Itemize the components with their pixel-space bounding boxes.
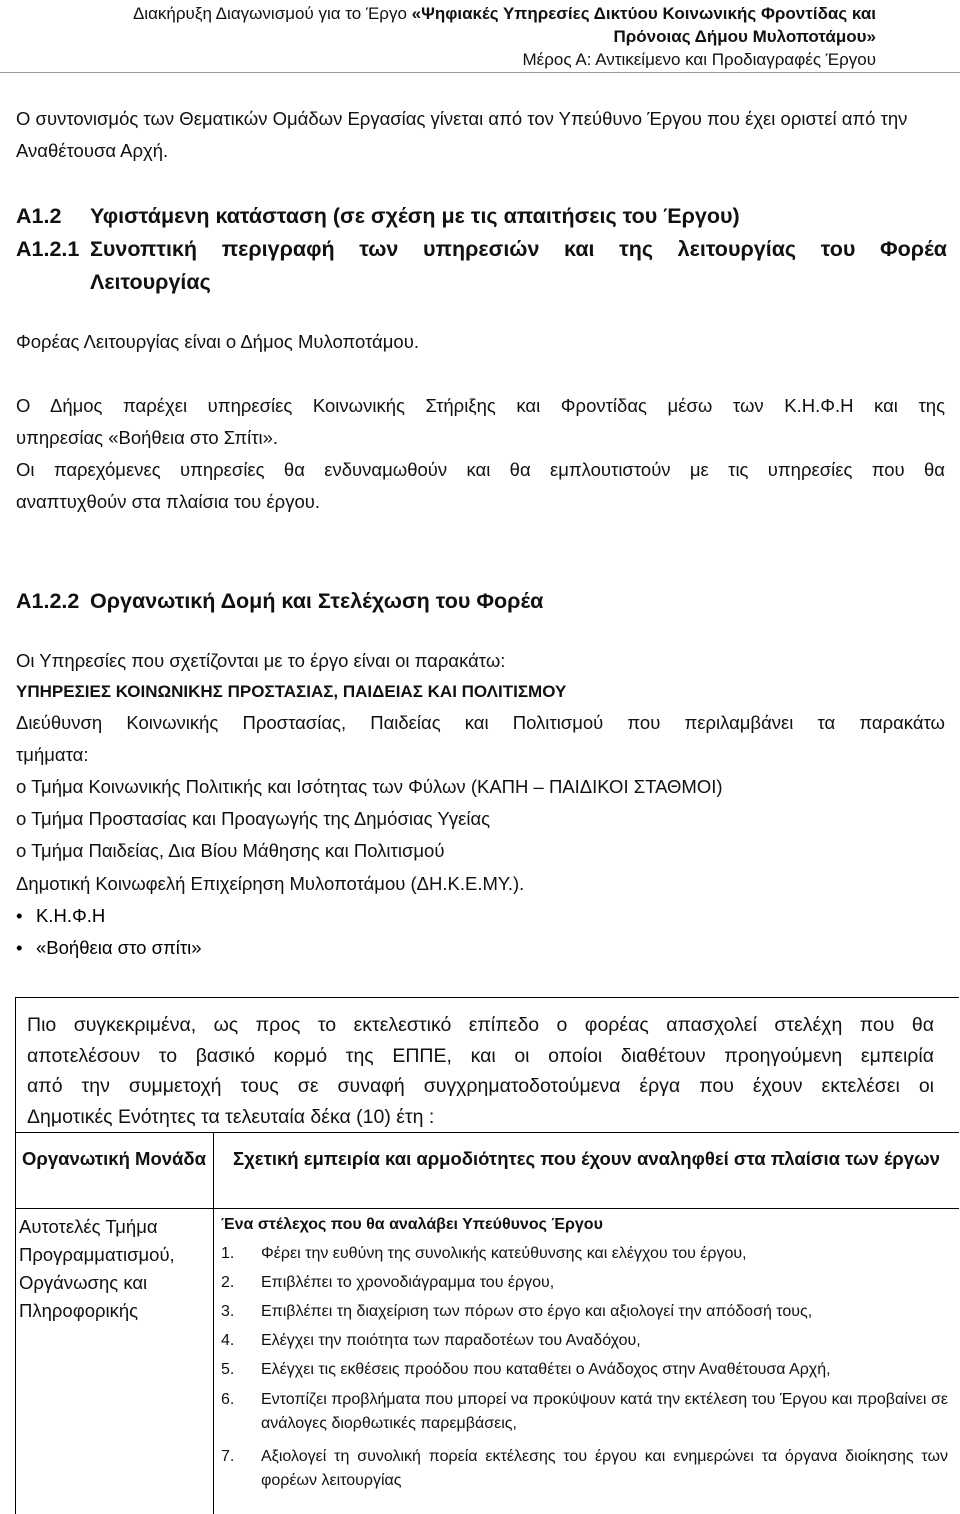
header-prefix: Διακήρυξη Διαγωνισμού για το Έργο — [132, 4, 412, 23]
header-project-title-cont: Πρόνοιας Δήμου Μυλοποτάμου» — [613, 27, 876, 46]
table-header-unit: Οργανωτική Μονάδα — [21, 1148, 206, 1169]
header-line-2 — [614, 25, 877, 48]
duty-item — [221, 1388, 948, 1436]
bullet-icon: • — [16, 937, 23, 958]
duty-number: 7. — [221, 1448, 235, 1465]
section-heading-a12 — [16, 199, 740, 233]
services-paragraph-line2: υπηρεσίας «Βοήθεια στο Σπίτι». — [16, 427, 279, 448]
duty-item — [221, 1271, 948, 1295]
duty-item — [221, 1242, 948, 1266]
section-title: Υφιστάμενη κατάσταση (σε σχέση με τις απαιτήσεις του Έργου) — [90, 204, 740, 228]
header-line-1 — [133, 2, 876, 25]
duty-text: Επιβλέπει τη διαχείριση των πόρων στο έργο και αξιολογεί την απόδοσή τους, — [261, 1303, 813, 1320]
duty-item — [221, 1300, 948, 1324]
duty-text: Φέρει την ευθύνη της συνολικής κατεύθυνσης και ελέγχου του έργου, — [261, 1245, 747, 1262]
department-1: ο Τμήμα Κοινωνικής Πολιτικής και Ισότητας των Φύλων (ΚΑΠΗ – ΠΑΙΔΙΚΟΙ ΣΤΑΘΜΟΙ) — [16, 776, 723, 797]
duty-text: Εντοπίζει προβλήματα που μπορεί να προκύψουν κατά την εκτέλεση του Έργου και προβαίνει σε ανάλογες διορθωτικές παρεμβάσεις, — [261, 1391, 948, 1432]
services-bold-heading: ΥΠΗΡΕΣΙΕΣ ΚΟΙΝΩΝΙΚΗΣ ΠΡΟΣΤΑΣΙΑΣ, ΠΑΙΔΕΙΑΣ ΚΑΙ ΠΟΛΙΤΙΣΜΟΥ — [16, 682, 567, 701]
services-intro: Οι Υπηρεσίες που σχετίζονται με το έργο είναι οι παρακάτω: — [16, 650, 506, 671]
department-3: ο Τμήμα Παιδείας, Δια Βίου Μάθησης και Πολιτισμού — [16, 840, 445, 861]
duty-number: 3. — [221, 1303, 235, 1320]
duty-text: Ελέγχει τις εκθέσεις προόδου που καταθέτει ο Ανάδοχος στην Αναθέτουσα Αρχή, — [261, 1361, 831, 1378]
directorate-line2: τμήματα: — [16, 744, 89, 765]
section-number: Α1.2.1 — [16, 237, 80, 261]
duty-number: 5. — [221, 1361, 235, 1378]
duty-text: Ελέγχει την ποιότητα των παραδοτέων του Αναδόχου, — [261, 1332, 641, 1349]
box-text-line: Δημοτικές Ενότητες τα τελευταία δέκα (10) έτη : — [27, 1106, 435, 1128]
section-heading-a121 — [16, 232, 947, 266]
page-header — [0, 0, 960, 73]
operator-paragraph: Φορέας Λειτουργίας είναι ο Δήμος Μυλοποτάμου. — [16, 331, 419, 352]
section-title: Συνοπτική περιγραφή των υπηρεσιών και της λειτουργίας του Φορέα — [90, 237, 947, 261]
duty-item — [221, 1445, 948, 1493]
section-number: Α1.2.2 — [16, 589, 80, 613]
box-text-line: Πιο συγκεκριμένα, ως προς το εκτελεστικό επίπεδο ο φορέας απασχολεί στελέχη που θα — [27, 1014, 934, 1036]
bullet-text: Κ.Η.Φ.Η — [36, 905, 106, 926]
duty-number: 4. — [221, 1332, 235, 1349]
bullet-icon: • — [16, 905, 23, 926]
duty-item — [221, 1358, 948, 1382]
duty-item — [221, 1329, 948, 1353]
header-project-title: «Ψηφιακές Υπηρεσίες Δικτύου Κοινωνικής Φροντίδας και — [411, 4, 876, 23]
section-title-cont: Λειτουργίας — [90, 270, 211, 294]
box-text-line: από την συμμετοχή τους σε συναφή συγχρηματοδοτούμενα έργα που έχουν εκτελέσει οι — [27, 1075, 934, 1097]
duty-text: Επιβλέπει το χρονοδιάγραμμα του έργου, — [261, 1274, 555, 1291]
section-title: Οργανωτική Δομή και Στελέχωση του Φορέα — [90, 589, 544, 613]
duty-text: Αξιολογεί τη συνολική πορεία εκτέλεσης του έργου και ενημερώνει τα όργανα διοίκησης των φορέων λειτουργίας — [261, 1448, 948, 1489]
table-header-border — [15, 1208, 959, 1209]
bullet-text: «Βοήθεια στο σπίτι» — [36, 937, 202, 958]
department-2: ο Τμήμα Προστασίας και Προαγωγής της Δημόσιας Υγείας — [16, 808, 491, 829]
directorate-line1: Διεύθυνση Κοινωνικής Προστασίας, Παιδείας και Πολιτισμού που περιλαμβάνει τα παρακάτω — [16, 712, 945, 733]
bullet-item — [16, 900, 105, 932]
duty-number: 2. — [221, 1274, 235, 1291]
section-number: Α1.2 — [16, 204, 62, 228]
enterprise-line: Δημοτική Κοινωφελή Επιχείρηση Μυλοποτάμου (ΔΗ.Κ.Ε.ΜΥ.). — [16, 873, 525, 894]
header-part-label: Μέρος Α: Αντικείμενο και Προδιαγραφές Έργου — [522, 50, 876, 69]
table-top-border — [15, 1132, 959, 1133]
box-text-line: αποτελέσουν το βασικό κορμό της ΕΠΠΕ, και οι οποίοι διαθέτουν προηγούμενη εμπειρία — [27, 1045, 934, 1067]
enrichment-paragraph-line1: Οι παρεχόμενες υπηρεσίες θα ενδυναμωθούν και θα εμπλουτιστούν με τις υπηρεσίες που θα — [16, 459, 945, 480]
duty-number: 6. — [221, 1391, 235, 1408]
duty-number: 1. — [221, 1245, 235, 1262]
table-header-experience: Σχετική εμπειρία και αρμοδιότητες που έχουν αναληφθεί στα πλαίσια των έργων — [233, 1148, 940, 1169]
org-unit-cell: Αυτοτελές Τμήμα Προγραμματισμού, Οργάνωσης και Πληροφορικής — [19, 1216, 175, 1321]
bullet-item — [16, 932, 202, 964]
intro-paragraph: Ο συντονισμός των Θεματικών Ομάδων Εργασίας γίνεται από τον Υπεύθυνο Έργου που έχει οριστεί από την Αναθέτουσα Αρχή. — [16, 108, 908, 161]
section-heading-a122 — [16, 584, 543, 618]
enrichment-paragraph-line2: αναπτυχθούν στα πλαίσια του έργου. — [16, 491, 320, 512]
services-paragraph-line1: Ο Δήμος παρέχει υπηρεσίες Κοινωνικής Στήριξης και Φροντίδας μέσω των Κ.Η.Φ.Η και της — [16, 395, 945, 416]
role-title: Ένα στέλεχος που θα αναλάβει Υπεύθυνος Έργου — [221, 1216, 603, 1233]
table-column-divider — [213, 1132, 214, 1514]
